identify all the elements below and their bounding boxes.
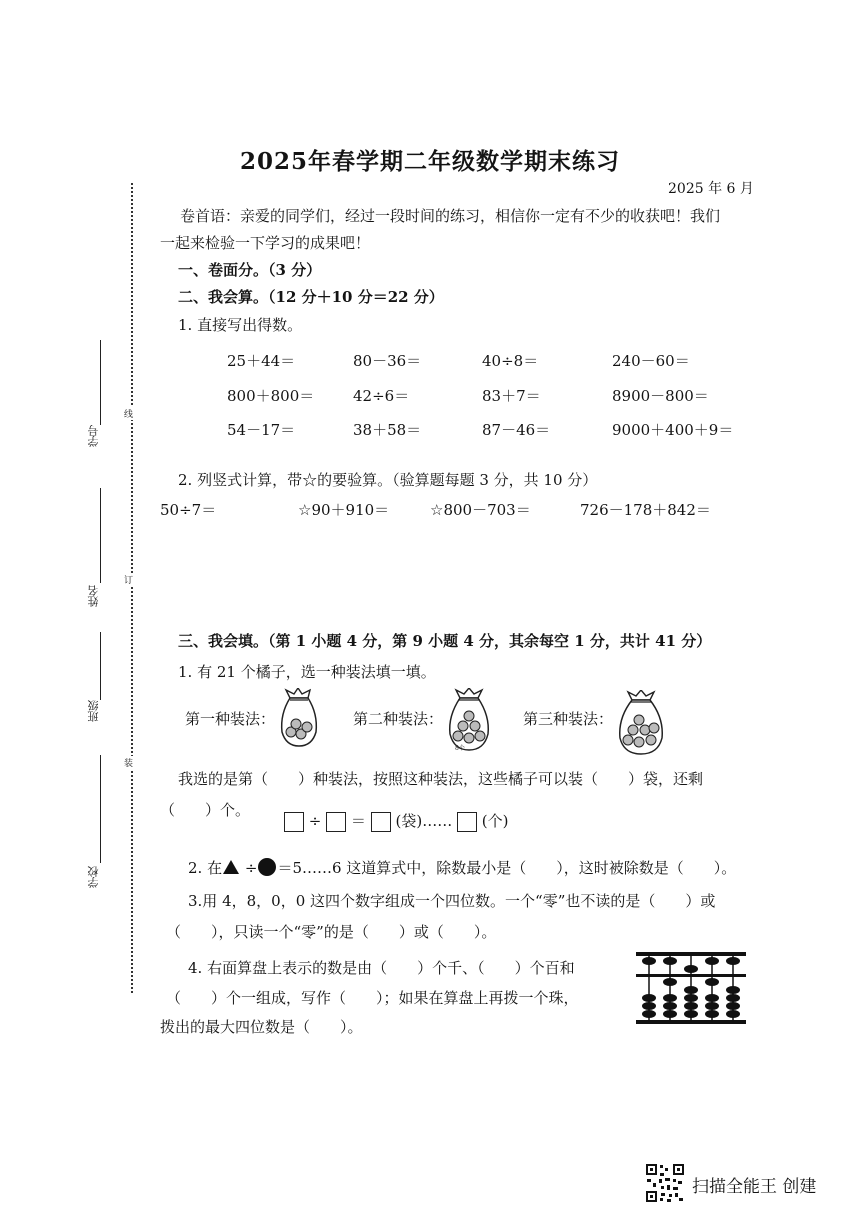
section-3-q2 bbox=[188, 857, 736, 878]
q2-divide: ÷ bbox=[244, 859, 258, 877]
oral-item: 42÷6＝ bbox=[353, 387, 410, 405]
answer-box[interactable] bbox=[371, 812, 391, 832]
oral-item: 25＋44＝ bbox=[227, 352, 296, 370]
oral-item: 87－46＝ bbox=[482, 421, 551, 439]
student-id-blank bbox=[100, 340, 101, 425]
bag-note: 8个 bbox=[455, 745, 465, 752]
divide-sign: ÷ bbox=[308, 812, 322, 830]
school-blank bbox=[100, 755, 101, 863]
vertical-item: ☆800－703＝ bbox=[430, 501, 531, 519]
mount-mark: 装 bbox=[124, 756, 133, 769]
vertical-item: 726－178＋842＝ bbox=[580, 501, 711, 519]
section-3-q4-line-3: 拨出的最大四位数是（ ）。 bbox=[160, 1018, 363, 1036]
school-label: 学校 bbox=[87, 866, 100, 888]
intro-line-2: 一起来检验一下学习的成果吧！ bbox=[160, 234, 371, 252]
exam-date: 2025 年 6 月 bbox=[668, 181, 754, 197]
equals-sign: ＝ bbox=[350, 812, 366, 830]
line-mark: 线 bbox=[124, 407, 133, 420]
answer-box[interactable] bbox=[457, 812, 477, 832]
bag-unit: (袋)…… bbox=[395, 812, 453, 830]
orange-bag-icon bbox=[444, 688, 494, 752]
oral-item: 38＋58＝ bbox=[353, 421, 422, 439]
oral-item: 800＋800＝ bbox=[227, 387, 315, 405]
class-blank bbox=[100, 632, 101, 700]
oral-item: 54－17＝ bbox=[227, 421, 296, 439]
name-label: 姓名 bbox=[87, 585, 100, 607]
orange-bag-icon bbox=[614, 690, 668, 756]
class-label: 班级 bbox=[87, 700, 100, 722]
answer-box[interactable] bbox=[284, 812, 304, 832]
oral-item: 8900－800＝ bbox=[612, 387, 709, 405]
orange-bag-icon bbox=[276, 688, 322, 748]
method-3-label: 第三种装法： bbox=[523, 710, 614, 728]
name-blank bbox=[100, 488, 101, 583]
scanner-watermark: 扫描全能王 创建 bbox=[692, 1177, 817, 1197]
section-3-heading: 三、我会填。（第 1 小题 4 分，第 9 小题 4 分，其余每空 1 分，共计 41 分） bbox=[178, 632, 712, 650]
oral-item: 83＋7＝ bbox=[482, 387, 541, 405]
vertical-item: ☆90＋910＝ bbox=[298, 501, 390, 519]
intro-line-1: 卷首语：亲爱的同学们，经过一段时间的练习，相信你一定有不少的收获吧！我们 bbox=[180, 207, 721, 225]
section-3-q4-line-1: 4. 右面算盘上表示的数是由（ ）个千、（ ）个百和 bbox=[188, 959, 575, 977]
abacus-icon bbox=[635, 950, 747, 1026]
triangle-icon bbox=[222, 859, 240, 875]
section-2-q2-label: 2. 列竖式计算，带☆的要验算。（验算题每题 3 分，共 10 分） bbox=[178, 471, 598, 489]
oral-item: 80－36＝ bbox=[353, 352, 422, 370]
q2-prefix: 2. 在 bbox=[188, 859, 223, 877]
section-3-q3-line-1: 3.用 4，8，0，0 这四个数字组成一个四位数。一个“零”也不读的是（ ）或 bbox=[188, 892, 716, 910]
section-2-heading: 二、我会算。（12 分＋10 分＝22 分） bbox=[178, 288, 444, 306]
q2-suffix: ＝5……6 这道算式中，除数最小是（ ），这时被除数是（ ）。 bbox=[277, 859, 737, 877]
answer-box[interactable] bbox=[326, 812, 346, 832]
method-2-label: 第二种装法： bbox=[353, 710, 444, 728]
section-3-q3-line-2: （ ），只读一个“零”的是（ ）或（ ）。 bbox=[166, 923, 497, 941]
section-3-q1-line-2: （ ）个。 bbox=[160, 801, 251, 819]
division-equation bbox=[284, 810, 509, 832]
oral-item: 40÷8＝ bbox=[482, 352, 539, 370]
section-1-heading: 一、卷面分。（3 分） bbox=[178, 261, 322, 279]
qr-code-icon bbox=[645, 1163, 685, 1203]
student-id-label: 学号 bbox=[87, 425, 100, 447]
section-2-q1-label: 1. 直接写出得数。 bbox=[178, 316, 303, 334]
section-3-q4-line-2: （ ）个一组成，写作（ ）；如果在算盘上再拨一个珠， bbox=[166, 989, 579, 1007]
vertical-item: 50÷7＝ bbox=[160, 501, 217, 519]
method-1-label: 第一种装法： bbox=[185, 710, 276, 728]
section-3-q1-line-1: 我选的是第（ ）种装法，按照这种装法，这些橘子可以装（ ）袋，还剩 bbox=[178, 770, 704, 788]
piece-unit: (个) bbox=[481, 812, 509, 830]
oral-item: 240－60＝ bbox=[612, 352, 690, 370]
oral-item: 9000＋400＋9＝ bbox=[612, 421, 734, 439]
page-title: 2025年春学期二年级数学期末练习 bbox=[239, 148, 620, 175]
binding-dotted-line bbox=[131, 183, 133, 993]
section-3-q1-label: 1. 有 21 个橘子，选一种装法填一填。 bbox=[178, 663, 436, 681]
circle-icon bbox=[257, 857, 277, 877]
bind-mark: 订 bbox=[124, 573, 133, 586]
